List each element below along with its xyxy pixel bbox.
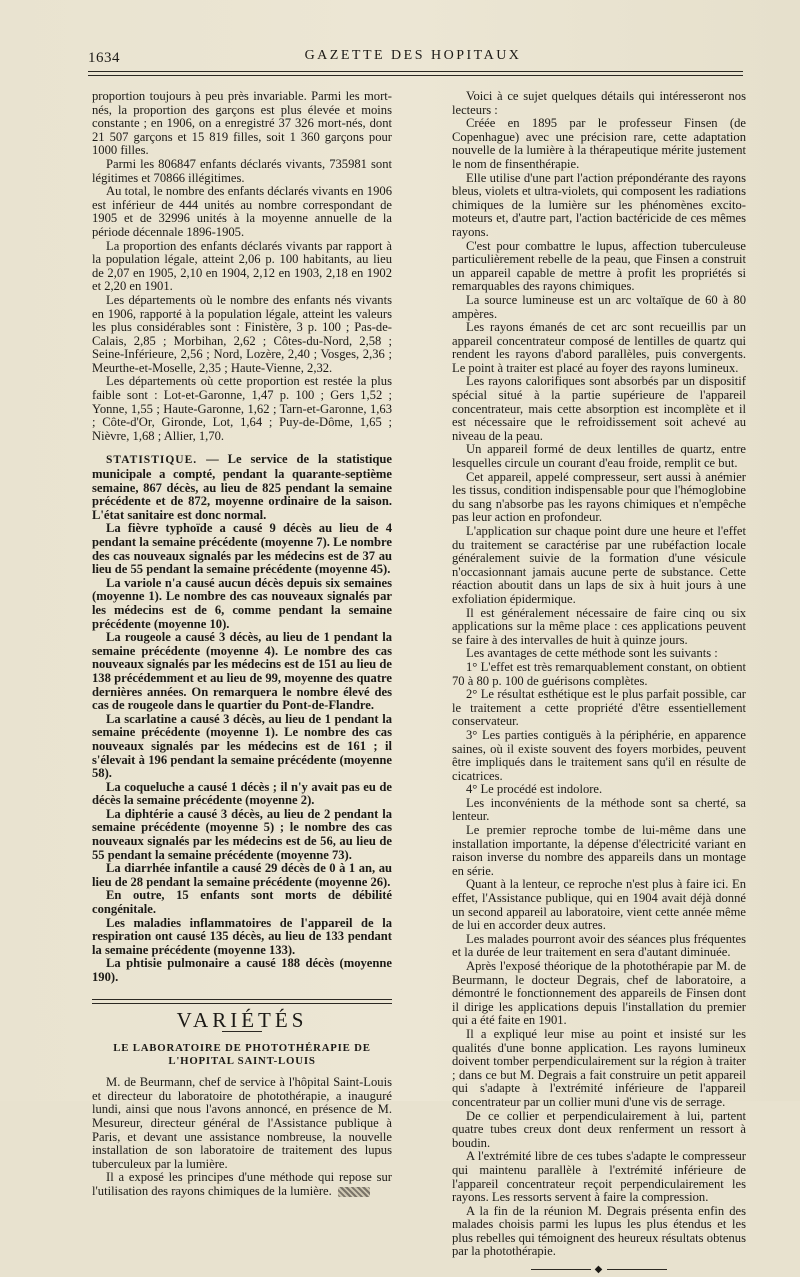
article-paragraph: Les rayons calorifiques sont absorbés par un dispositif spécial situé à la partie supérieure de l'appareil concentrateur, mais cette absorption est incomplète et il est nécessaire que le refroidissement soit achevé au niveau de la peau. <box>452 374 746 443</box>
page-header <box>88 44 738 68</box>
left-column <box>92 90 392 1199</box>
article-paragraph: A l'extrémité libre de ces tubes s'adapte le compresseur qui maintenu parallèle à l'extrémité inférieure de l'appareil concentrateur reçoit perpendiculairement les rayons. Les ressorts servent à faire la compression. <box>452 1149 746 1205</box>
statistique-paragraph: La scarlatine a causé 3 décès, au lieu de 1 pendant la semaine précédente (moyenne 1). Le nombre des cas nouveaux signalés par les médecins est de 161 ; il s'élevait à 196 pendant la semaine précédente (moyenne 58). <box>92 711 392 781</box>
statistique-intro: — Le service de la statistique municipale a compté, pendant la quarante-septième semaine, 867 décès, au lieu de 825 pendant la semaine précédente et de 872, moyenne ordinaire de la saison. L'état sanitaire est donc normal. <box>92 452 392 522</box>
article-paragraph: Au total, le nombre des enfants déclarés vivants en 1906 est inférieur de 444 unités au nombre correspondant de 1905 et de 32996 unités à la moyenne annuelle de la période décennale 1896-1905. <box>92 184 392 239</box>
article-paragraph: M. de Beurmann, chef de service à l'hôpital Saint-Louis et directeur du laboratoire de photothérapie, a inauguré lundi, ainsi que nous l'avons annoncé, en présence de M. Mesureur, directeur général de l'Assistance publique à Paris, et devant une assistance nombreuse, la nouvelle installation de son laboratoire de traitement des lupus tuberculeux par la lumière. <box>92 1075 392 1171</box>
article-paragraph: Un appareil formé de deux lentilles de quartz, entre lesquelles circule un courant d'eau froide, remplit ce but. <box>452 442 746 471</box>
article-title: LE LABORATOIRE DE PHOTOTHÉRAPIE DE L'HOPITAL SAINT-LOUIS <box>113 1042 371 1068</box>
article-paragraph: L'application sur chaque point dure une heure et l'effet du traitement se caractérise par une rubéfaction locale généralement suivie de la formation d'une vésicule n'occasionnant jamais aucune perte de substance. Cette réaction aboutit dans un laps de six à huit jours à une exfoliation épidermique. <box>452 524 746 606</box>
article-paragraph: proportion toujours à peu près invariable. Parmi les mort-nés, la proportion des garçons est plus élevée et moins constante ; en 1906, on a enregistré 37 326 mort-nés, dont 21 507 garçons et 15 819 filles, soit 1 360 garçons pour 1000 filles. <box>92 89 392 158</box>
article-paragraph: Quant à la lenteur, ce reproche n'est plus à faire ici. En effet, l'Assistance publique, qui en 1904 avait déjà donné un second appareil au laboratoire, vient cette année même de lui en accorder deux autres. <box>452 877 746 933</box>
right-column <box>452 90 746 1277</box>
header-rule <box>88 71 743 76</box>
statistique-paragraph: En outre, 15 enfants sont morts de débilité congénitale. <box>92 888 392 917</box>
list-item: 3° Les parties contiguës à la périphérie, en apparence saines, où il existe souvent des foyers morbides, peuvent être impliqués dans le traitement sans qu'il en résulte de cicatrices. <box>452 727 746 783</box>
article-paragraph: Les départements où le nombre des enfants nés vivants en 1906, rapporté à la population légale, atteint les valeurs les plus considérables sont : Finistère, 3 p. 100 ; Pas-de-Calais, 2,85 ; Morbihan, 2,62 ; Côtes-du-Nord, 2,58 ; Seine-Inférieure, 2,56 ; Nord, Lozère, 2,40 ; Vosges, 2,36 ; Meurthe-et-Moselle, 2,35 ; Haute-Vienne, 2,32. <box>92 292 392 375</box>
page-number: 1634 <box>88 50 120 66</box>
article-paragraph <box>92 1171 392 1198</box>
article-paragraph: Les inconvénients de la méthode sont sa cherté, sa lenteur. <box>452 795 746 824</box>
statistique-paragraph: La coqueluche a causé 1 décès ; il n'y avait pas eu de décès la semaine précédente (moyenne 2). <box>92 779 392 808</box>
statistique-paragraph: La diarrhée infantile a causé 29 décès de 0 à 1 an, au lieu de 28 pendant la semaine précédente (moyenne 26). <box>92 861 392 889</box>
article-paragraph: C'est pour combattre le lupus, affection tuberculeuse particulièrement rebelle de la peau, que Finsen a construit un appareil capable de mettre à profit les propriétés si remarquables des rayons chimiques. <box>452 238 746 294</box>
article-paragraph-text: Il a exposé les principes d'une méthode qui repose sur l'utilisation des rayons chimiques de la lumière. <box>92 1170 392 1198</box>
ornament-line <box>531 1269 591 1270</box>
statistique-paragraph: La diphtérie a causé 3 décès, au lieu de 2 pendant la semaine précédente (moyenne 5) ; le nombre des cas nouveaux signalés par les médecins est de 56, au lieu de 55 pendant la semaine précédente (moyenne 73). <box>92 806 392 862</box>
journal-title: GAZETTE DES HOPITAUX <box>304 48 522 63</box>
article-paragraph: Créée en 1895 par le professeur Finsen (de Copenhague) avec une précision rare, cette adaptation nouvelle de la lumière à la thérapeutique mérite justement le nom de finsenthérapie. <box>452 116 746 171</box>
ornament-line <box>607 1269 667 1270</box>
list-item: 2° Le résultat esthétique est le plus parfait possible, car le traitement a cette propriété d'être essentiellement conservateur. <box>452 687 746 729</box>
statistique-heading: STATISTIQUE. <box>106 454 198 467</box>
article-paragraph: Cet appareil, appelé compresseur, sert aussi à anémier les tissus, condition indispensable pour que l'hémoglobine du sang n'absorbe pas les rayons chimiques et n'empêche pas leur action en profondeur. <box>452 469 746 525</box>
article-paragraph: Parmi les 806847 enfants déclarés vivants, 735981 sont légitimes et 70866 illégitimes. <box>92 156 392 185</box>
statistique-paragraph: Les maladies inflammatoires de l'appareil de la respiration ont causé 135 décès, au lieu de 133 pendant la semaine précédente (moyenne 133). <box>92 915 392 957</box>
statistique-paragraph: La rougeole a causé 3 décès, au lieu de 1 pendant la semaine précédente (moyenne 4). Le nombre des cas nouveaux signalés par les médecins est de 151 au lieu de 138 précédemment et au lieu de 99, moyenne des quatre dernières années. On remarquera le nombre élevé des cas de rougeole dans le quartier du Pont-de-Flandre. <box>92 630 392 713</box>
article-paragraph: Les rayons émanés de cet arc sont recueillis par un appareil concentrateur composé de lentilles de quartz qui rendent les rayons d'abord parallèles, puis convergents. Le point à traiter est placé au foyer des rayons lumineux. <box>452 320 746 375</box>
article-paragraph: A la fin de la réunion M. Degrais présenta enfin des malades choisis parmi les lupus les plus étendus et les plus rebelles qui témoignent des heureux résultats obtenus par la photothérapie. <box>452 1203 746 1259</box>
article-paragraph: Après l'exposé théorique de la photothérapie par M. de Beurmann, le docteur Degrais, chef de laboratoire, a démontré le fonctionnement des appareils de Finsen dont il dirige les applications depuis l'installation du premier qui a été faite en 1901. <box>452 959 746 1028</box>
section-rule <box>92 999 392 1004</box>
article-paragraph: La proportion des enfants déclarés vivants par rapport à la population légale, atteint 2,06 p. 100 habitants, au lieu de 2,07 en 1905, 2,10 en 1904, 2,12 en 1903, 2,18 en 1902 et 2,20 en 1901. <box>92 238 392 294</box>
statistique-paragraph: La phtisie pulmonaire a causé 188 décès (moyenne 190). <box>92 956 392 984</box>
statistique-section <box>92 453 392 984</box>
article-paragraph: Les départements où cette proportion est restée la plus faible sont : Lot-et-Garonne, 1,47 p. 100 ; Gers 1,52 ; Yonne, 1,55 ; Haute-Garonne, 1,62 ; Tarn-et-Garonne, 1,63 ; Côte-d'Or, Gironde, Lot, 1,64 ; Puy-de-Dôme, 1,65 ; Nièvre, 1,68 ; Allier, 1,70. <box>92 374 392 443</box>
list-item: 1° L'effet est très remarquablement constant, on obtient 70 à 80 p. 100 de guérisons complètes. <box>452 659 746 688</box>
section-title: VARIÉTÉS <box>176 1007 308 1032</box>
statistique-paragraph: La fièvre typhoïde a causé 9 décès au lieu de 4 pendant la semaine précédente (moyenne 7). Le nombre des cas nouveaux signalés par les médecins est de 37 au lieu de 55 pendant la semaine précédente (moyenne 45). <box>92 521 392 577</box>
article-paragraph: Il a expliqué leur mise au point et insisté sur les qualités d'une bonne application. Les rayons lumineux doivent tomber perpendiculairement sur la région à traiter ; dans ce but M. Degrais a fait construire un petit appareil qui s'adapte à l'extrémité inférieure de l'appareil concentrateur par un collier muni d'une vis de serrage. <box>452 1026 746 1109</box>
article-paragraph: Voici à ce sujet quelques détails qui intéresseront nos lecteurs : <box>452 89 746 117</box>
article-paragraph: Les avantages de cette méthode sont les suivants : <box>466 646 718 661</box>
article-paragraph: Il est généralement nécessaire de faire cinq ou six applications sur la même place : ces applications peuvent se faire à des intervalles de huit à quinze jours. <box>452 605 746 647</box>
article-paragraph: Elle utilise d'une part l'action prépondérante des rayons bleus, violets et ultra-violets, qui composent les radiations chimiques de la lumière sur les phénomènes excito-moteurs et, d'autre part, l'action bactéricide de ces mêmes rayons. <box>452 170 746 239</box>
article-paragraph: Les malades pourront avoir des séances plus fréquentes et la durée de leur traitement en sera d'autant diminuée. <box>452 931 746 960</box>
statistique-paragraph: La variole n'a causé aucun décès depuis six semaines (moyenne 1). Le nombre des cas nouveaux signalés par les médecins est de 6, comme pendant la semaine précédente (moyenne 10). <box>92 575 392 631</box>
article-paragraph: La source lumineuse est un arc voltaïque de 60 à 80 ampères. <box>452 292 746 321</box>
article-paragraph: De ce collier et perpendiculairement à lui, partent quatre tubes creux dont deux renferment un ressort à boudin. <box>452 1108 746 1150</box>
end-ornament: ◆ <box>452 1263 746 1277</box>
article-paragraph: Le premier reproche tombe de lui-même dans une installation importante, la dépense d'électricité variant en raison inverse du nombre des appareils dans un montage en série. <box>452 823 746 878</box>
list-item: 4° Le procédé est indolore. <box>466 782 603 797</box>
ink-smudge-icon <box>338 1187 370 1197</box>
